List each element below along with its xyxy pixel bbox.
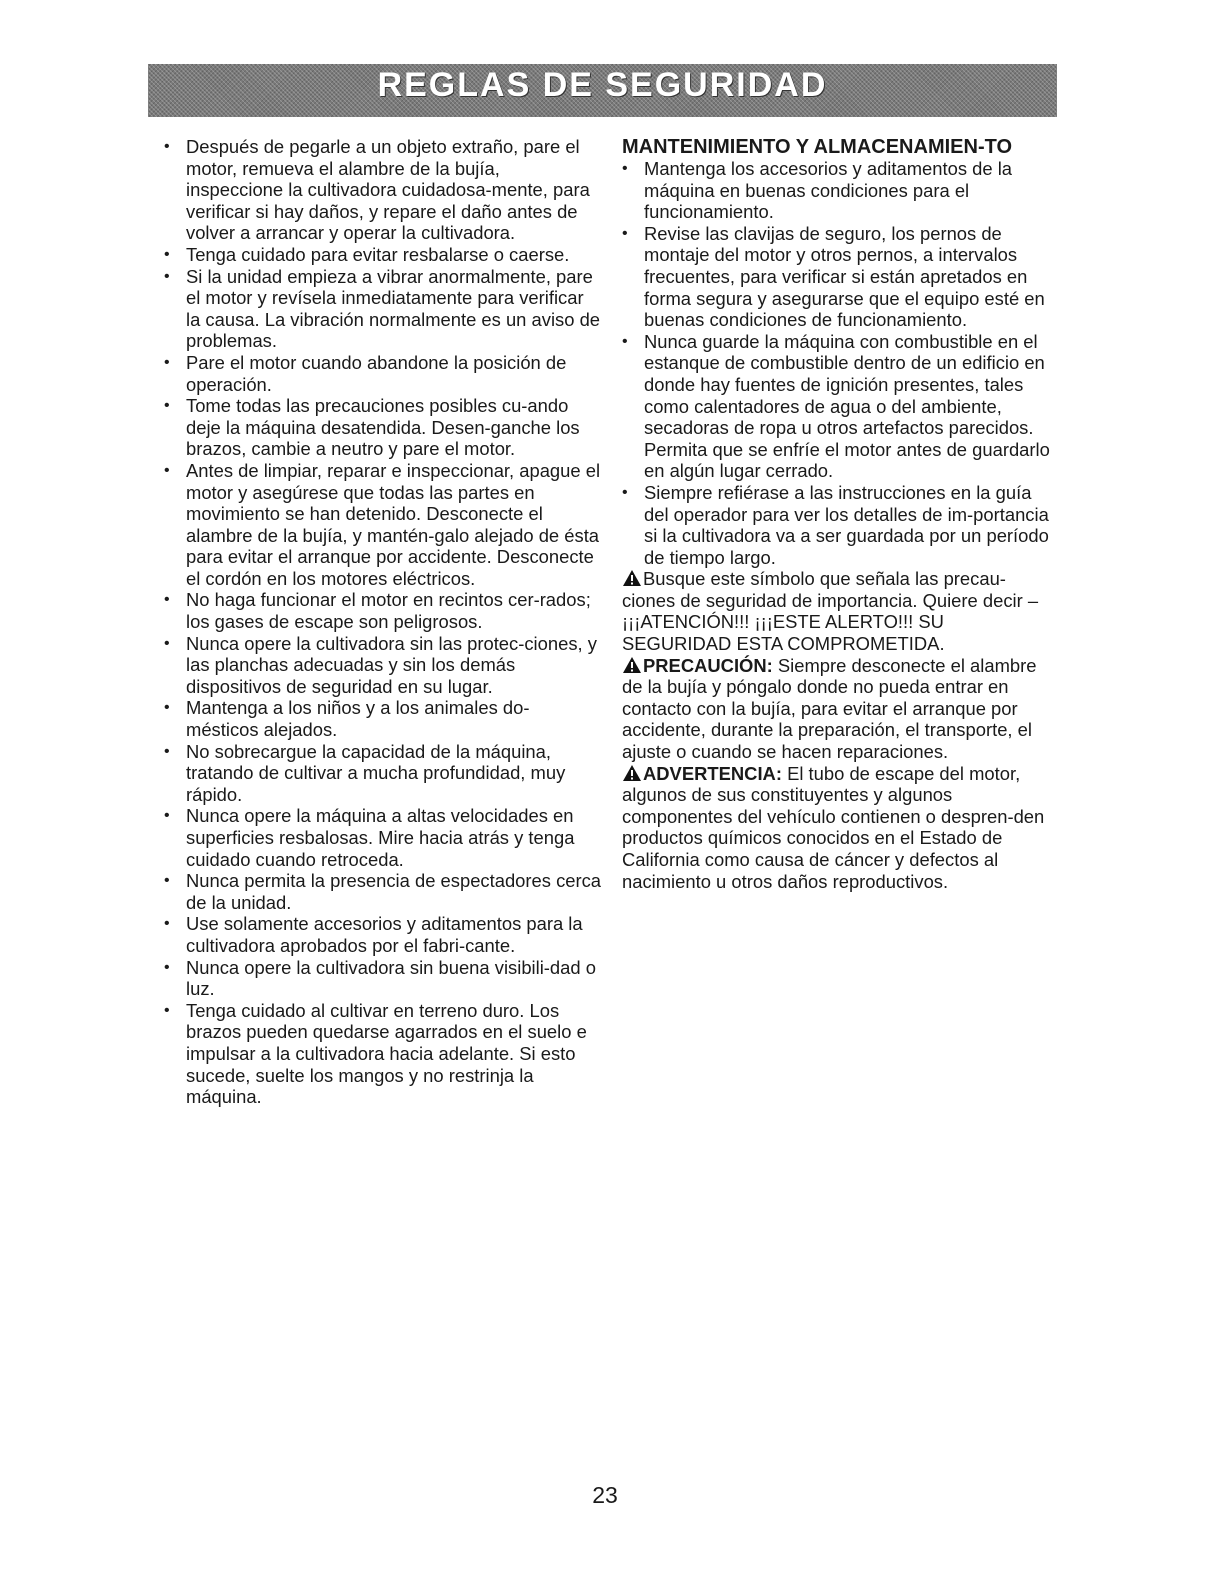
list-item: • Después de pegarle a un objeto extraño, pare el motor, remueva el alambre de la bujía, inspeccione la cultivadora cuidadosa-mente, para verificar si hay daños, y repare el daño antes de volver a arrancar y operar la cultivadora.	[164, 136, 602, 244]
warning-triangle-icon	[622, 569, 642, 587]
list-item: • No sobrecargue la capacidad de la máquina, tratando de cultivar a mucha profundidad, muy rápido.	[164, 741, 602, 806]
list-item: • Nunca opere la cultivadora sin buena visibili-dad o luz.	[164, 957, 602, 1000]
list-item: • Use solamente accesorios y aditamentos para la cultivadora aprobados por el fabri-cante.	[164, 913, 602, 956]
safety-symbol-note	[622, 568, 1058, 654]
page-number: 23	[592, 1482, 618, 1508]
list-item: • Nunca opere la máquina a altas velocidades en superficies resbalosas. Mire hacia atrás y tenga cuidado cuando retroceda.	[164, 805, 602, 870]
warning-triangle-icon	[622, 764, 642, 782]
left-column	[164, 136, 602, 1108]
maintenance-list	[622, 158, 1058, 568]
list-item: • Mantenga los accesorios y aditamentos de la máquina en buenas condiciones para el funcionamiento.	[622, 158, 1058, 223]
list-item: • Tenga cuidado al cultivar en terreno duro. Los brazos pueden quedarse agarrados en el suelo e impulsar a la cultivadora hacia adelante. Si esto sucede, suelte los mangos y no restrinja la máquina.	[164, 1000, 602, 1108]
list-item: • Nunca guarde la máquina con combustible en el estanque de combustible dentro de un edificio en donde hay fuentes de ignición presentes, tales como calentadores de agua o del ambiente, secadoras de ropa u otros artefactos parecidos. Permita que se enfríe el motor antes de guardarlo en algún lugar cerrado.	[622, 331, 1058, 482]
right-column	[622, 136, 1058, 892]
symbol-note-text: Busque este símbolo que señala las precau-ciones de seguridad de importancia. Quiere decir – ¡¡¡ATENCIÓN!!! ¡¡¡ESTE ALERTO!!! SU SEGURIDAD ESTA COMPROMETIDA.	[622, 568, 1039, 655]
list-item: • Siempre refiérase a las instrucciones en la guía del operador para ver los detalles de im-portancia si la cultivadora va a ser guardada por un período de tiempo largo.	[622, 482, 1058, 568]
caution-note	[622, 655, 1058, 763]
warning-note	[622, 763, 1058, 893]
caution-text: Siempre desconecte el alambre de la bujía y póngalo donde no pueda entrar en contacto con la bujía, para evitar el arranque por accidente, durante la preparación, el transporte, el ajuste o cuando se hacen reparaciones.	[622, 654, 1037, 763]
list-item: • Si la unidad empieza a vibrar anormalmente, pare el motor y revísela inmediatamente para verificar la causa. La vibración normalmente es un aviso de problemas.	[164, 266, 602, 352]
warning-label: ADVERTENCIA:	[643, 762, 782, 784]
list-item: • Revise las clavijas de seguro, los pernos de montaje del motor y otros pernos, a intervalos frecuentes, para verificar si están apretados en forma segura y asegurarse que el equipo esté en buenas condiciones de funcionamiento.	[622, 223, 1058, 331]
section-title: REGLAS DE SEGURIDAD	[377, 66, 828, 104]
list-item: • Pare el motor cuando abandone la posición de operación.	[164, 352, 602, 395]
safety-rules-list	[164, 136, 602, 1108]
list-item: • No haga funcionar el motor en recintos cer-rados; los gases de escape son peligrosos.	[164, 589, 602, 632]
list-item: • Mantenga a los niños y a los animales do-mésticos alejados.	[164, 697, 602, 740]
list-item: • Tenga cuidado para evitar resbalarse o caerse.	[164, 244, 602, 266]
warning-text: El tubo de escape del motor, algunos de sus constituyentes y algunos componentes del vehículo contienen o despren-den productos químicos conocidos en el Estado de California como causa de cáncer y defectos al nacimiento u otros daños reproductivos.	[622, 762, 1045, 892]
list-item: • Nunca opere la cultivadora sin las protec-ciones, y las planchas adecuadas y sin los demás dispositivos de seguridad en su lugar.	[164, 633, 602, 698]
caution-label: PRECAUCIÓN:	[643, 654, 773, 676]
warning-triangle-icon	[622, 656, 642, 674]
list-item: • Tome todas las precauciones posibles cu-ando deje la máquina desatendida. Desen-ganche los brazos, cambie a neutro y pare el motor.	[164, 395, 602, 460]
list-item: • Nunca permita la presencia de espectadores cerca de la unidad.	[164, 870, 602, 913]
maintenance-heading: MANTENIMIENTO Y ALMACENAMIEN-TO	[622, 136, 1013, 158]
section-banner	[148, 64, 1057, 117]
list-item: • Antes de limpiar, reparar e inspeccionar, apague el motor y asegúrese que todas las partes en movimiento se han detenido. Desconecte el alambre de la bujía, y mantén-galo alejado de ésta para evitar el arranque por accidente. Desconecte el cordón en los motores eléctricos.	[164, 460, 602, 590]
